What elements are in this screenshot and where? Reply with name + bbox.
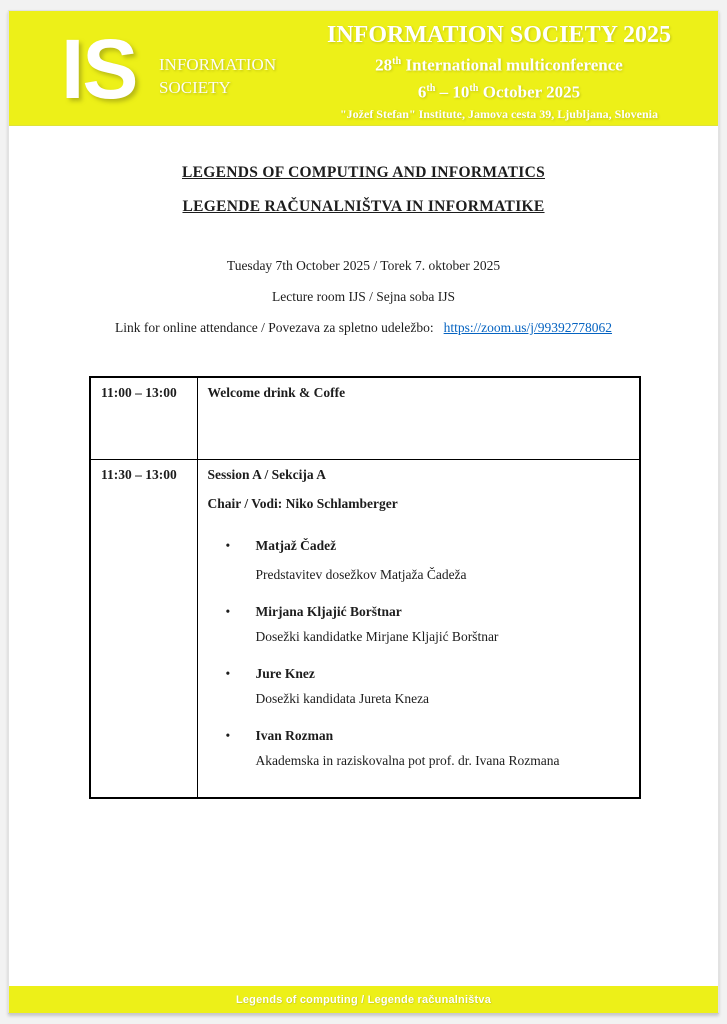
conference-dates: 6th – 10th October 2025 <box>417 82 581 102</box>
conference-banner <box>9 11 718 126</box>
is-logo: IS <box>61 22 137 116</box>
event-cell <box>197 377 640 459</box>
logo-word-society: SOCIETY <box>159 78 231 97</box>
speaker-name: Mirjana Kljajić Borštnar <box>255 603 402 619</box>
page-title-en: LEGENDS OF COMPUTING AND INFORMATICS <box>181 164 546 181</box>
event-cell <box>197 459 640 798</box>
conference-title: INFORMATION SOCIETY 2025 <box>326 22 672 48</box>
document-page <box>8 10 719 1014</box>
talk-description: Dosežki kandidatke Mirjane Kljajić Borštnar <box>255 628 499 644</box>
time-cell: 11:00 – 13:00 <box>90 377 197 459</box>
bullet-icon: • <box>225 537 231 553</box>
conference-subtitle: 28th International multiconference <box>375 55 623 75</box>
conference-venue: "Jožef Stefan" Institute, Jamova cesta 39, Ljubljana, Slovenia <box>340 107 658 122</box>
list-item <box>208 538 630 583</box>
bullet-icon: • <box>225 603 231 619</box>
speaker-name: Jure Knez <box>255 665 315 681</box>
list-item <box>208 728 630 769</box>
document-body <box>9 126 718 799</box>
list-item <box>208 666 630 707</box>
event-date-line: Tuesday 7th October 2025 / Torek 7. oktober 2025 <box>226 258 501 273</box>
talk-description: Akademska in raziskovalna pot prof. dr. Ivana Rozmana <box>255 752 560 768</box>
table-row <box>90 377 640 459</box>
banner-conference-info <box>294 21 704 122</box>
footer-text: Legends of computing / Legende računalništva <box>235 993 492 1006</box>
talk-description: Dosežki kandidata Jureta Kneza <box>255 690 430 706</box>
bullet-icon: • <box>225 665 231 681</box>
time-cell: 11:30 – 13:00 <box>90 459 197 798</box>
bullet-icon: • <box>225 727 231 743</box>
talk-description: Predstavitev dosežkov Matjaža Čadeža <box>255 566 467 582</box>
zoom-meeting-link[interactable]: https://zoom.us/j/99392778062 <box>443 320 613 335</box>
is-logo-wordmark <box>159 53 276 99</box>
page-title-sl: LEGENDE RAČUNALNIŠTVA IN INFORMATIKE <box>182 198 545 215</box>
session-title: Session A / Sekcija A <box>207 466 327 482</box>
event-room-line: Lecture room IJS / Sejna soba IJS <box>272 289 455 304</box>
session-chair: Chair / Vodi: Niko Schlamberger <box>207 495 398 511</box>
speaker-name: Matjaž Čadež <box>255 537 337 553</box>
speaker-name: Ivan Rozman <box>255 727 334 743</box>
logo-word-information: INFORMATION <box>159 55 277 74</box>
table-row <box>90 459 640 798</box>
online-attendance-label: Link for online attendance / Povezava za spletno udeležbo: <box>114 320 434 335</box>
online-attendance-line <box>9 320 718 336</box>
talk-list <box>208 538 630 769</box>
schedule-table <box>89 376 641 799</box>
footer-bar <box>9 986 718 1013</box>
list-item <box>208 604 630 645</box>
event-title: Welcome drink & Coffe <box>207 385 346 400</box>
